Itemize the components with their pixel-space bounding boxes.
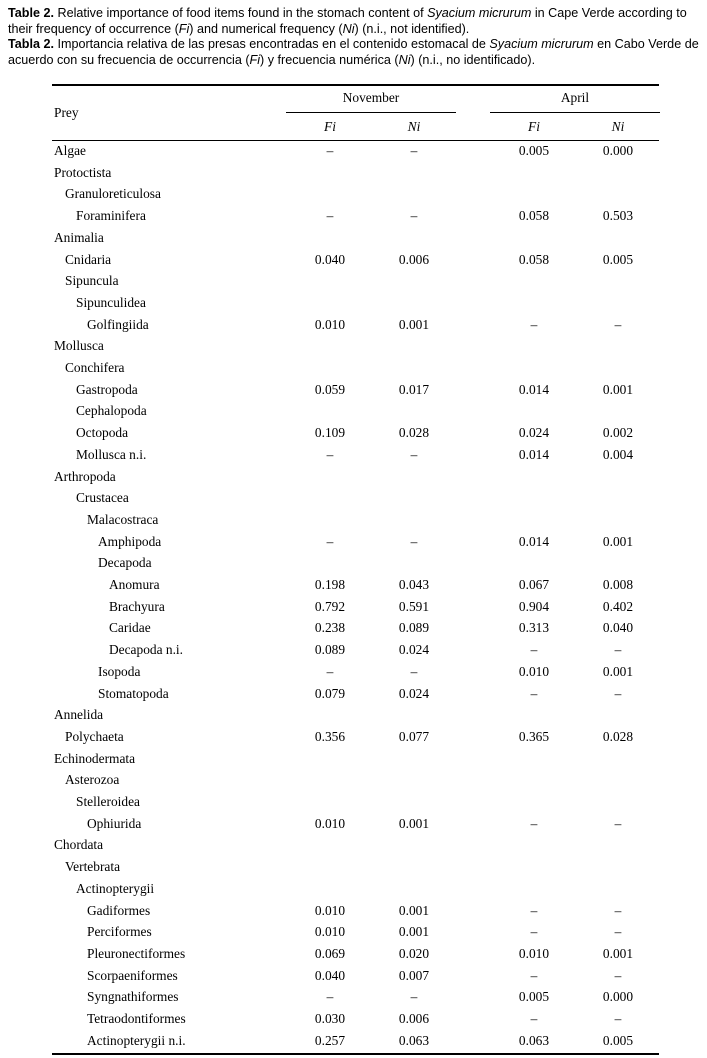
table-caption	[8, 6, 700, 68]
april-fi-cell: –	[530, 815, 538, 831]
prey-name: Sipuncula	[65, 273, 119, 289]
prey-name: Anomura	[109, 577, 160, 592]
april-fi-cell: –	[530, 685, 538, 701]
november-fi-cell: 0.109	[314, 425, 346, 441]
november-fi-cell: 0.238	[314, 620, 346, 636]
november-ni-cell: 0.020	[398, 945, 430, 961]
prey-name: Actinopterygii n.i.	[87, 1032, 186, 1048]
april-ni-cell: 0.001	[602, 663, 634, 679]
april-fi-cell: –	[530, 902, 538, 918]
prey-name: Protoctista	[54, 164, 112, 180]
table-row	[52, 165, 659, 187]
november-ni-cell: –	[410, 446, 418, 462]
prey-name: Caridae	[109, 620, 151, 636]
november-fi-cell: 0.030	[314, 1011, 346, 1026]
april-group-header: April	[560, 90, 590, 105]
april-fi-cell: 0.063	[518, 1032, 550, 1048]
november-fi-cell: 0.040	[314, 251, 346, 267]
prey-name: Scorpaeniformes	[87, 967, 178, 983]
prey-name: Mollusca n.i.	[76, 446, 147, 462]
caption-text: Importancia relativa de las presas encontradas en el contenido estomacal de	[53, 37, 490, 51]
table-row	[52, 512, 659, 534]
prey-name: Syngnathiformes	[87, 989, 179, 1005]
november-ni-cell: 0.001	[398, 316, 430, 332]
november-group-header: November	[342, 90, 400, 105]
april-fi-cell: –	[530, 967, 538, 983]
april-fi-cell: 0.313	[518, 620, 550, 636]
april-ni-cell: –	[614, 815, 622, 831]
november-ni-cell: 0.077	[398, 728, 430, 744]
table-row	[52, 555, 659, 577]
november-ni-cell: 0.063	[398, 1032, 430, 1048]
april-ni-cell: 0.000	[602, 989, 634, 1005]
table-row	[52, 837, 659, 859]
november-ni-cell: 0.007	[398, 967, 430, 983]
table-bottom-rule	[52, 1053, 659, 1055]
april-ni-cell: –	[614, 1011, 622, 1026]
april-fi-cell: 0.014	[518, 381, 550, 397]
november-fi-header: Fi	[324, 119, 336, 134]
prey-name: Decapoda n.i.	[109, 642, 183, 658]
prey-name: Asterozoa	[65, 772, 120, 788]
april-ni-cell: –	[614, 924, 622, 940]
table-row	[52, 816, 659, 838]
table-top-rule	[52, 84, 659, 86]
november-fi-cell: –	[326, 446, 334, 462]
april-ni-cell: 0.001	[602, 945, 634, 961]
april-ni-cell: 0.001	[602, 533, 634, 549]
table-row	[52, 729, 659, 751]
november-ni-cell: 0.089	[398, 620, 430, 636]
prey-name: Algae	[54, 143, 86, 158]
prey-name: Amphipoda	[98, 533, 162, 549]
prey-name: Mollusca	[54, 338, 104, 354]
november-ni-cell: 0.591	[398, 598, 430, 614]
table-row	[52, 360, 659, 382]
november-fi-cell: 0.257	[314, 1032, 346, 1048]
november-ni-cell: –	[410, 533, 418, 549]
november-ni-cell: 0.006	[398, 251, 430, 267]
prey-name: Sipunculidea	[76, 294, 146, 310]
table-row	[52, 794, 659, 816]
table-row	[52, 425, 659, 447]
table-row	[52, 273, 659, 295]
prey-name: Stomatopoda	[98, 685, 169, 701]
november-fi-cell: –	[326, 143, 334, 158]
november-fi-cell: 0.089	[314, 642, 346, 658]
prey-name: Ophiurida	[87, 815, 142, 831]
april-ni-cell: –	[614, 316, 622, 332]
april-fi-cell: 0.058	[518, 251, 550, 267]
april-ni-cell: –	[614, 967, 622, 983]
table-row	[52, 403, 659, 425]
november-ni-cell: 0.001	[398, 815, 430, 831]
table-row	[52, 317, 659, 339]
caption-text: ) (n.i., no identificado).	[410, 52, 536, 67]
table-row	[52, 968, 659, 990]
april-ni-cell: –	[614, 685, 622, 701]
november-ni-cell: 0.024	[398, 642, 430, 658]
april-ni-cell: 0.005	[602, 251, 634, 267]
november-fi-cell: 0.040	[314, 967, 346, 983]
april-ni-header: Ni	[611, 119, 625, 134]
table-row	[52, 686, 659, 708]
table-row	[52, 577, 659, 599]
november-ni-cell: –	[410, 208, 418, 224]
prey-name: Cnidaria	[65, 251, 112, 267]
prey-name: Malacostraca	[87, 511, 159, 527]
april-ni-cell: 0.503	[602, 208, 634, 224]
november-fi-cell: –	[326, 208, 334, 224]
table-row	[52, 490, 659, 512]
table-row	[52, 599, 659, 621]
april-fi-cell: 0.010	[518, 945, 550, 961]
april-ni-cell: 0.040	[602, 620, 634, 636]
table-row	[52, 751, 659, 773]
november-fi-cell: –	[326, 989, 334, 1005]
prey-name: Octopoda	[76, 425, 129, 441]
november-ni-cell: 0.017	[398, 381, 430, 397]
prey-name: Crustacea	[76, 490, 129, 506]
prey-name: Animalia	[54, 229, 104, 245]
caption-text: ) and numerical frequency (	[189, 21, 343, 36]
november-fi-cell: 0.059	[314, 381, 346, 397]
prey-name: Gadiformes	[87, 902, 151, 918]
prey-name: Golfingiida	[87, 316, 149, 332]
caption-text: ) y frecuencia numérica (	[260, 52, 399, 67]
abbrev-ni: Ni	[342, 21, 355, 36]
april-fi-cell: 0.005	[518, 989, 550, 1005]
table-row	[52, 881, 659, 903]
abbrev-fi: Fi	[249, 52, 261, 67]
april-fi-cell: 0.014	[518, 533, 550, 549]
table-row	[52, 903, 659, 925]
prey-name: Perciformes	[87, 924, 152, 940]
caption-text: ) (n.i., not identified).	[354, 21, 470, 36]
abbrev-ni: Ni	[398, 52, 411, 67]
prey-column-header: Prey	[54, 105, 79, 120]
november-ni-cell: 0.028	[398, 425, 430, 441]
november-fi-cell: 0.010	[314, 815, 346, 831]
april-ni-cell: 0.000	[602, 143, 634, 158]
table-row	[52, 664, 659, 686]
table-row	[52, 620, 659, 642]
april-ni-cell: 0.004	[602, 446, 634, 462]
april-fi-cell: 0.904	[518, 598, 550, 614]
table-row	[52, 252, 659, 274]
november-fi-cell: 0.069	[314, 945, 346, 961]
prey-name: Granuloreticulosa	[65, 186, 161, 202]
header-bottom-rule	[52, 140, 659, 141]
caption-spanish	[8, 37, 700, 68]
table-row	[52, 186, 659, 208]
november-fi-cell: –	[326, 533, 334, 549]
april-fi-cell: 0.010	[518, 663, 550, 679]
species-name: Syacium micrurum	[427, 6, 532, 20]
april-fi-cell: 0.014	[518, 446, 550, 462]
caption-text: en Cabo Verde de acuerdo con su frecuencia de occurrencia (	[8, 37, 699, 67]
november-ni-cell: –	[410, 143, 418, 158]
table-row	[52, 707, 659, 729]
caption-text: in Cape Verde according to their frequency of occurrence (	[8, 6, 687, 36]
april-fi-cell: –	[530, 316, 538, 332]
prey-name: Echinodermata	[54, 750, 136, 766]
table-row	[52, 989, 659, 1011]
april-ni-cell: 0.005	[602, 1032, 634, 1048]
prey-name: Vertebrata	[65, 859, 121, 875]
species-name: Syacium micrurum	[489, 37, 594, 51]
april-fi-cell: –	[530, 642, 538, 658]
prey-name: Isopoda	[98, 663, 141, 679]
caption-english-label: Table 2.	[8, 6, 54, 20]
april-fi-cell: 0.005	[518, 143, 550, 158]
prey-name: Pleuronectiformes	[87, 945, 186, 961]
november-ni-cell: 0.006	[398, 1011, 430, 1026]
table-row	[52, 208, 659, 230]
prey-name: Actinopterygii	[76, 880, 155, 896]
april-fi-header: Fi	[528, 119, 540, 134]
prey-name: Brachyura	[109, 598, 165, 614]
table-row	[52, 1033, 659, 1055]
november-fi-cell: 0.079	[314, 685, 346, 701]
table-row	[52, 924, 659, 946]
november-fi-cell: –	[326, 663, 334, 679]
april-ni-cell: –	[614, 642, 622, 658]
november-ni-cell: 0.001	[398, 924, 430, 940]
april-ni-cell: 0.008	[602, 577, 634, 592]
prey-name: Arthropoda	[54, 468, 116, 484]
table-row	[52, 382, 659, 404]
prey-name: Chordata	[54, 837, 104, 853]
prey-name: Cephalopoda	[76, 403, 147, 419]
prey-name: Foraminifera	[76, 208, 146, 224]
table-row	[52, 946, 659, 968]
table-row	[52, 859, 659, 881]
november-ni-header: Ni	[407, 119, 421, 134]
prey-name: Conchifera	[65, 360, 125, 375]
table-row	[52, 143, 659, 165]
prey-name: Tetraodontiformes	[87, 1011, 186, 1026]
april-ni-cell: 0.001	[602, 381, 634, 397]
april-ni-cell: 0.002	[602, 425, 634, 441]
caption-spanish-label: Tabla 2.	[8, 37, 54, 51]
april-header-rule	[490, 112, 660, 113]
abbrev-fi: Fi	[178, 21, 190, 36]
prey-name: Stelleroidea	[76, 794, 140, 809]
april-fi-cell: –	[530, 1011, 538, 1026]
table-row	[52, 469, 659, 491]
table-row	[52, 230, 659, 252]
november-fi-cell: 0.198	[314, 577, 346, 592]
november-fi-cell: 0.010	[314, 924, 346, 940]
table-row	[52, 534, 659, 556]
prey-name: Decapoda	[98, 555, 152, 571]
november-ni-cell: 0.024	[398, 685, 430, 701]
november-fi-cell: 0.010	[314, 316, 346, 332]
november-ni-cell: 0.001	[398, 902, 430, 918]
april-ni-cell: 0.028	[602, 728, 634, 744]
april-ni-cell: 0.402	[602, 598, 634, 614]
april-fi-cell: 0.365	[518, 728, 550, 744]
november-fi-cell: 0.356	[314, 728, 346, 744]
caption-english	[8, 6, 700, 37]
november-fi-cell: 0.792	[314, 598, 346, 614]
april-fi-cell: 0.058	[518, 208, 550, 224]
prey-name: Annelida	[54, 707, 104, 723]
table-row	[52, 295, 659, 317]
november-ni-cell: –	[410, 989, 418, 1005]
table-row	[52, 772, 659, 794]
april-fi-cell: 0.067	[518, 577, 550, 592]
april-fi-cell: –	[530, 924, 538, 940]
table-row	[52, 447, 659, 469]
november-ni-cell: –	[410, 663, 418, 679]
april-ni-cell: –	[614, 902, 622, 918]
april-fi-cell: 0.024	[518, 425, 550, 441]
caption-text: Relative importance of food items found in the stomach content of	[53, 6, 428, 20]
november-fi-cell: 0.010	[314, 902, 346, 918]
table-row	[52, 1011, 659, 1033]
november-ni-cell: 0.043	[398, 577, 430, 592]
table-row	[52, 642, 659, 664]
table-row	[52, 338, 659, 360]
prey-name: Gastropoda	[76, 381, 138, 397]
november-header-rule	[286, 112, 456, 113]
prey-name: Polychaeta	[65, 728, 124, 744]
